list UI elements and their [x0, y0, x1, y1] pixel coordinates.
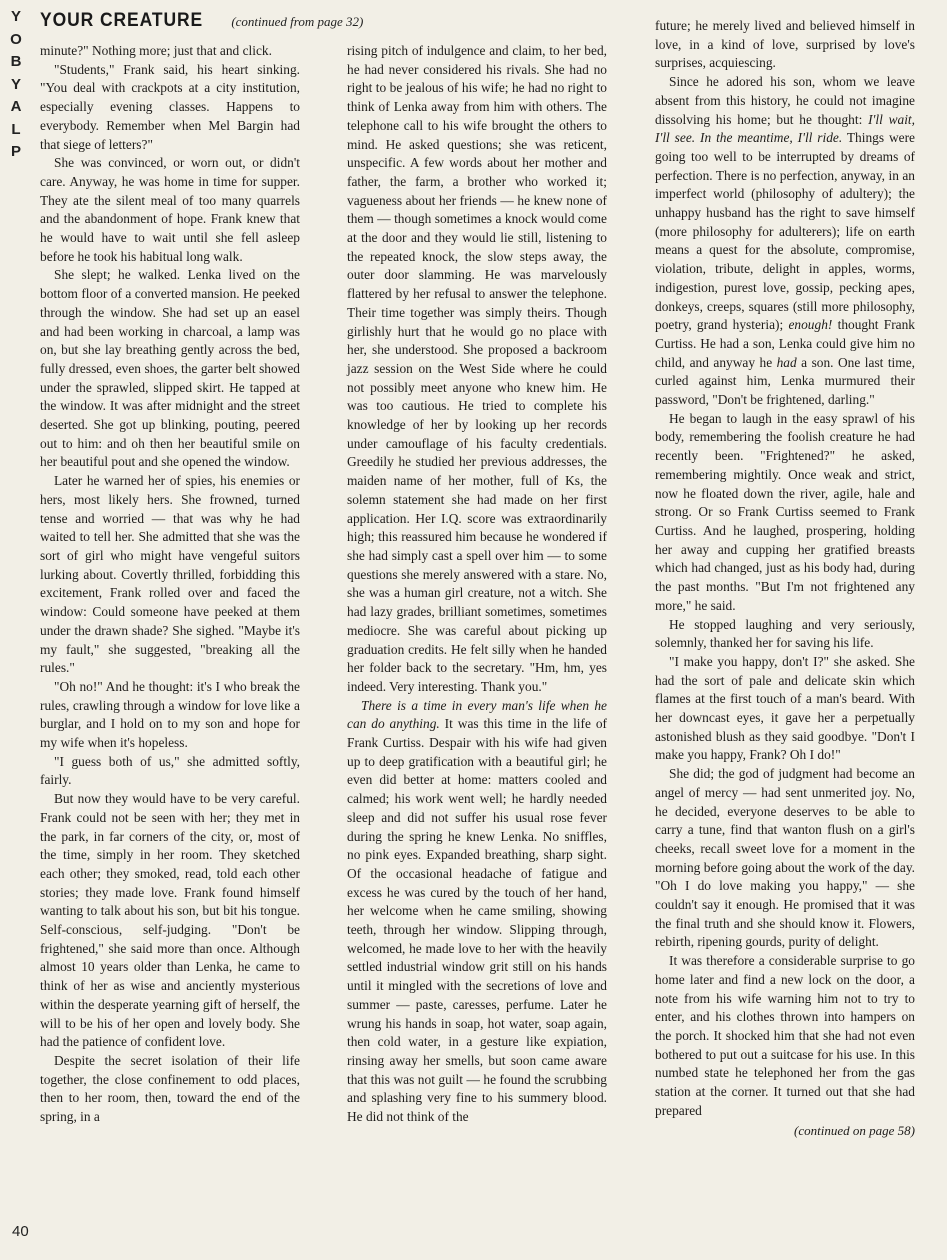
side-letter: Y: [10, 8, 21, 25]
paragraph: future; he merely lived and believed himself in love, in a kind of love, surprised by love's surprises, acquiescing.: [655, 18, 915, 71]
paragraph: It was therefore a considerable surprise to go home later and find a new lock on the door, a note from his wife warning him not to try to enter, and his clothes thrown into hampers on the porch. It shocked him that she had not even bothered to put out a suitcase for his use. In this numbed state he telephoned her from the gas station at the corner. It turned out that she had prepared: [655, 953, 915, 1118]
paragraph: He began to laugh in the easy sprawl of his body, remembering the foolish creature he had recently been. "Frightened?" he asked, remembering mightily. Once weak and strict, now he floated down the river, agile, hale and strong. Or so Frank Curtiss seemed to Frank Curtiss. And he laughed, prospering, holding her away and cupping her gratified breasts which had changed, just as his body had, during the past months. "But I'm not frightened any more," he said.: [655, 410, 915, 613]
paragraph: Later he warned her of spies, his enemies or hers, most likely hers. She frowned, turned tense and worried — that was why he had waited to tell her. She admitted that she was the sort of girl who might have vengeful suitors lurking about. Covertly thrilled, forbidding this excitement, Frank rolled over and faced the window: Could someone have peeked at them under the drawn shade? She sighed. "Maybe it's my fault," she suggested, "breaking all the rules.": [40, 473, 300, 676]
paragraph: He stopped laughing and very seriously, solemnly, thanked her for saving his life.: [655, 616, 915, 651]
text-column-2: [347, 42, 607, 1127]
magazine-side-label: [8, 6, 24, 164]
paragraph: "I make you happy, don't I?" she asked. She had the sort of pale and delicate skin which flames at the first touch of a man's beard. With her downcast eyes, it gave her a perpetually astonished blush as they said goodbye. "Don't I make you happy, Frank? Oh I do!": [655, 653, 915, 763]
paragraph: But now they would have to be very careful. Frank could not be seen with her; they met in the park, in far corners of the city, or, most of the time, simply in her room. They sketched each other; they smoked, read, told each other stories; they made love. Frank found himself wanting to talk about his son, but bit his tongue. Self-conscious, self-judging. "Don't be frightened," she said more than once. Although almost 10 years older than Lenka, he came to think of her as wise and anciently mysterious within the desperate yearning gift of herself, the will to be his of her open and lovely body. She had the patience of confident love.: [40, 791, 300, 1050]
paragraph: She slept; he walked. Lenka lived on the bottom floor of a converted mansion. He peeked through the window. She had set up an easel and had been working in charcoal, a lamp was on, but she lay breathing gently across the bed, fully dressed, even shoes, the garter belt showed under the sprawled, slipped skirt. He tapped at the window. It was after midnight and the street deserted. She got up blinking, pouting, peered out to him: and oh then her beautiful smile on her beautiful pout and she opened the window.: [40, 267, 300, 470]
page-number: 40: [12, 1223, 29, 1240]
paragraph: There is a time in every man's life when he can do anything. It was this time in the life of Frank Curtiss. Despair with his wife had given up to deep gratification with a beautiful girl; he even did better at home: matters cooled and calmed; his work went well; he hardly needed sleep and did not suffer his usual rose fever during the spring he knew Lenka. No sniffles, no pink eyes. Expanded breathing, sharp sight. Of the occasional headache of fatigue and excess he was cured by the touch of her hand, her welcome when he came smiling, showing teeth, through her window. Slipping through, welcomed, he made love to her with the heavily settled industrial window grit still on his hands until it mingled with the secretions of love and summer — paste, caresses, perfume. Later he wrung his hands in soap, hot water, soap again, then cold water, in a gesture like expiation, rinsing away her smells, but soon came aware that this was not guilt — he found the scrubbing and splashing very fine to his summery blood. He did not think of the: [347, 697, 607, 1125]
paragraph: "Students," Frank said, his heart sinking. "You deal with crackpots at a city institution, especially evening classes. Happens to everybody. Remember when Mel Bargin had that siege of letters?": [40, 61, 300, 152]
article-header: [40, 10, 363, 38]
continued-from-note: (continued from page 32): [231, 14, 364, 29]
article-title: YOUR CREATURE: [40, 10, 204, 31]
text-column-1: [40, 42, 300, 1127]
paragraph: minute?" Nothing more; just that and click.: [40, 43, 272, 58]
paragraph: Despite the secret isolation of their life together, the close confinement to odd places, then to her room, then, toward the end of the spring, in a: [40, 1052, 300, 1125]
paragraph: Since he adored his son, whom we leave absent from this history, he could not imagine dissolving his home; but he thought: I'll wait, I'll see. In the meantime, I'll ride. Things were going too well to be interrupted by dreams of perfection. There is no perfection, anyway, in an imperfect world (philosophy of adultery); the unhappy husband has the right to save himself (more philosophy for adulterers); life on earth means a quest for the absolute, compromise, violation, tribute, delight in apples, worms, indigestion, purest love, gossip, pecking apes, donkeys, creeps, squares (still more philosophy, poetry, grand hysteria); enough! thought Frank Curtiss. He had a son, Lenka could give him no child, and anyway he had a son. One last time, curled against him, Lenka murmured their password, "Don't be frightened, darling.": [655, 74, 915, 408]
side-letter: B: [10, 53, 22, 70]
text-column-3: [655, 17, 915, 1141]
paragraph: rising pitch of indulgence and claim, to her bed, he had never considered his rivals. She had no right to be jealous of his wife; he had no right to think of Lenka away from him with others. The telephone call to his wife brought the others to mind. He asked questions; she was reticent, unspecific. A few words about her mother and father, the farm, a brother who worked it; vagueness about her friends — he knew none of them — though sometimes a knock would come at the door and they would lie still, listening to the repeated knock, the slow steps away, the outer door slamming. He was marvelously flattered by her refusal to answer the telephone. Their time together was simply theirs. Though girlishly hurt that he would go no place with her, she understood. She proposed a backroom jazz session on the West Side where he could not possibly meet anyone who knew him. He was too cautious. He tried to complete his knowledge of her by looking up her records under camouflage of his faculty credentials. Greedily he studied her previous addresses, the maiden name of her mother, full of Ks, the solemn statement she had made on her first application. Her I.Q. score was extraordinarily high; this reassured him because he wondered if she had simply cast a spell over him — to some questions she merely answered with a stare. No, she was a human girl creature, not a witch. She had lazy grades, brilliant sometimes, sometimes mediocre. She was careful about picking up graduation credits. He felt silly when he handed her folder back to the secretary. "Hm, hm, yes indeed. Very interesting. Thank you.": [347, 43, 607, 694]
paragraph: She did; the god of judgment had become an angel of mercy — had sent unmerited joy. No, he decided, everyone deserves to be able to carry a tune, find that wanton flush on a girl's cheeks, recall sweet love for a moment in the morning before going about the work of the day. "Oh I do love making you happy," — she couldn't say it enough. He promised that it was the final truth and she should know it. Flowers, rebirth, ripening gourds, purity of delight.: [655, 766, 915, 950]
side-letter: Y: [10, 75, 21, 93]
paragraph: "I guess both of us," she admitted softly, fairly.: [40, 753, 300, 788]
paragraph: "Oh no!" And he thought: it's I who break the rules, crawling through a window for love like a burglar, and I hold on to my son and hope for my wife when it's hopeless.: [40, 678, 300, 751]
continued-on-note: (continued on page 58): [794, 1123, 915, 1139]
side-letter: P: [10, 143, 21, 160]
side-letter: O: [10, 30, 22, 48]
side-letter: A: [10, 98, 22, 115]
paragraph: She was convinced, or worn out, or didn't care. Anyway, he was home in time for supper. They ate the silent meal of too many quarrels and the abandonment of hope. Frank knew that he would have to wait until she fell asleep before he took his habitual long walk.: [40, 155, 300, 264]
side-letter: L: [11, 120, 21, 138]
